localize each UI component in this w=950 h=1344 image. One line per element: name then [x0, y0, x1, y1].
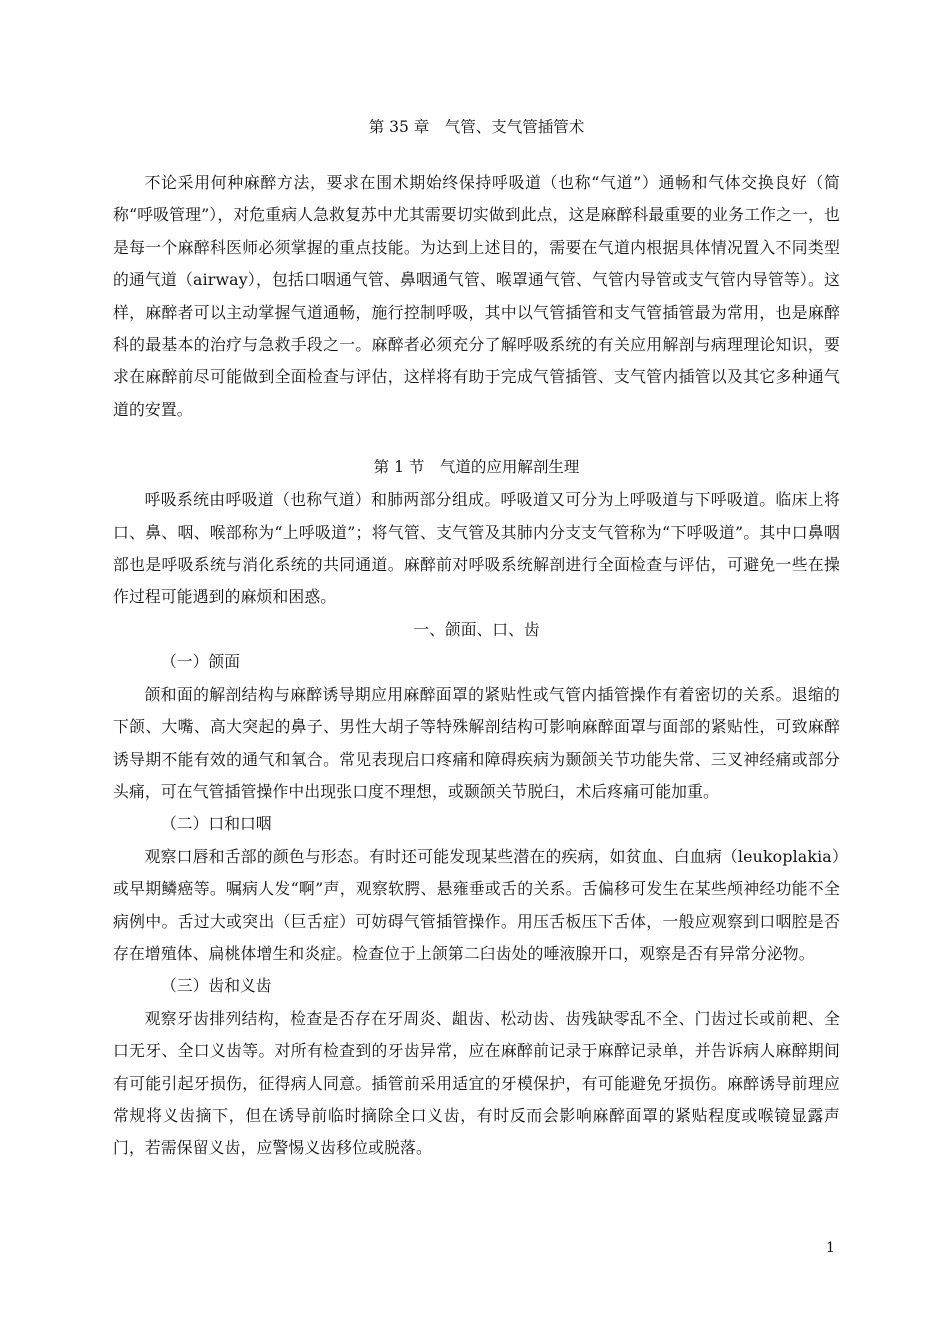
subsection-title: 一、颌面、口、齿	[413, 619, 540, 639]
page-content	[113, 118, 840, 1165]
item-paragraph-teeth-dentures: 观察牙齿排列结构，检查是否存在牙周炎、龃齿、松动齿、齿残缺零乱不全、门齿过长或前耙、全口无牙、全口义齿等。对所有检查到的牙齿异常，应在麻醉前记录于麻醉记录单，并告诉病人麻醉期间有可能引起牙损伤，征得病人同意。插管前采用适宜的牙模保护，有可能避免牙损伤。麻醉诱导前理应常规将义齿摘下，但在诱导前临时摘除全口义齿，有时反而会影响麻醉面罩的紧贴程度或喉镜显露声门，若需保留义齿，应警惕义齿移位或脱落。	[113, 1008, 840, 1158]
item-heading-jaw-face: （一）颌面	[161, 652, 240, 672]
item-paragraph-jaw-face: 颌和面的解剖结构与麻醉诱导期应用麻醉面罩的紧贴性或气管内插管操作有着密切的关系。退缩的下颌、大嘴、高大突起的鼻子、男性大胡子等特殊解剖结构可影响麻醉面罩与面部的紧贴性，可致麻醉诱导期不能有效的通气和氧合。常见表现启口疼痛和障碍疾病为颞颌关节功能失常、三叉神经痛或部分头痛，可在气管插管操作中出现张口度不理想，或颞颌关节脱臼，术后疼痛可能加重。	[113, 684, 840, 801]
chapter-title: 第 35 章 气管、支气管插管术	[368, 118, 585, 136]
item-paragraph-mouth-oropharynx: 观察口唇和舌部的颜色与形态。有时还可能发现某些潜在的疾病，如贫血、白血病（leukoplakia）或早期鳞癌等。嘱病人发“啊”声，观察软腭、悬雍垂或舌的关系。舌偏移可发生在某些颅神经功能不全病例中。舌过大或突出（巨舌症）可妨碍气管插管操作。用压舌板压下舌体，一般应观察到口咽腔是否存在增殖体、扁桃体增生和炎症。检查位于上颌第二臼齿处的唾液腺开口，观察是否有异常分泌物。	[113, 846, 840, 963]
intro-paragraph: 不论采用何种麻醉方法，要求在围术期始终保持呼吸道（也称“气道”）通畅和气体交换良好（简称“呼吸管理”），对危重病人急救复苏中尤其需要切实做到此点，这是麻醉科最重要的业务工作之一，也是每一个麻醉科医师必须掌握的重点技能。为达到上述目的，需要在气道内根据具体情况置入不同类型的通气道（airway），包括口咽通气管、鼻咽通气管、喉罩通气管、气管内导管或支气管内导管等）。这样，麻醉者可以主动掌握气道通畅，施行控制呼吸，其中以气管插管和支气管插管最为常用，也是麻醉科的最基本的治疗与急救手段之一。麻醉者必须充分了解呼吸系统的有关应用解剖与病理理论知识，要求在麻醉前尽可能做到全面检查与评估，这样将有助于完成气管插管、支气管内插管以及其它多种通气道的安置。	[113, 173, 840, 419]
item-heading-teeth-dentures: （三）齿和义齿	[161, 976, 272, 996]
page-number: 1	[826, 1240, 835, 1256]
section-title: 第 1 节 气道的应用解剖生理	[373, 458, 580, 477]
item-heading-mouth-oropharynx: （二）口和口咽	[161, 814, 272, 834]
section-intro-paragraph: 呼吸系统由呼吸道（也称气道）和肺两部分组成。呼吸道又可分为上呼吸道与下呼吸道。临床上将口、鼻、咽、喉部称为“上呼吸道”；将气管、支气管及其肺内分支支气管称为“下呼吸道”。其中口鼻咽部也是呼吸系统与消化系统的共同通道。麻醉前对呼吸系统解剖进行全面检查与评估，可避免一些在操作过程可能遇到的麻烦和困惑。	[113, 490, 840, 607]
